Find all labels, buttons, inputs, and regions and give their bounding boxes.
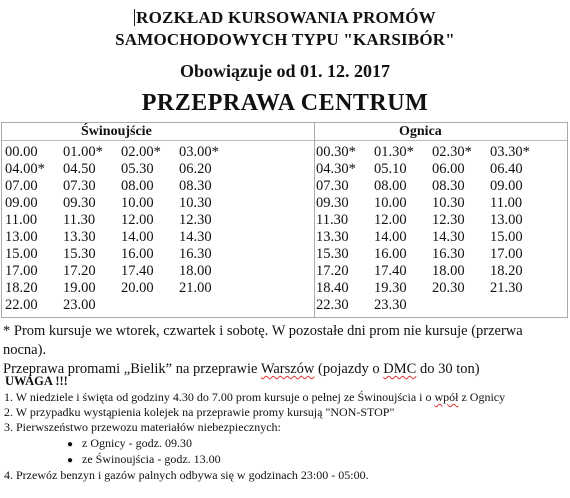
departure-row [316, 144, 548, 161]
departure-time: 07.00 [5, 178, 38, 194]
departure-time: 16.30 [432, 246, 465, 262]
ferry-note-text: Przeprawa promami „Bielik” na przeprawie [3, 361, 261, 377]
departure-time: 22.30 [316, 297, 349, 313]
warning-item-word: wpół [434, 390, 459, 404]
departure-time: 10.30 [179, 195, 212, 211]
departure-time: 04.00* [5, 161, 45, 177]
warning-item-text: z Ognicy [458, 390, 506, 404]
departure-time: 06.00 [432, 161, 465, 177]
departure-time: 16.30 [179, 246, 212, 262]
departure-time: 09.00 [5, 195, 38, 211]
departure-time: 02.00* [121, 144, 161, 160]
departure-time: 14.30 [179, 229, 212, 245]
departure-row [5, 212, 237, 229]
warning-item-2: 2. W przypadku wystąpienia kolejek na przeprawie promy kursują "NON-STOP" [4, 405, 395, 420]
departure-row [5, 280, 237, 297]
departure-time: 14.00 [374, 229, 407, 245]
departure-time: 04.30* [316, 161, 356, 177]
departure-row [5, 246, 237, 263]
departure-time: 17.00 [490, 246, 523, 262]
departure-time: 17.40 [374, 263, 407, 279]
departure-time: 06.20 [179, 161, 212, 177]
departure-row [316, 297, 548, 314]
departure-time: 11.30 [316, 212, 349, 228]
departure-time: 01.00* [63, 144, 103, 160]
departure-time: 17.20 [63, 263, 96, 279]
ferry-note-text: do 30 ton) [416, 361, 480, 377]
departure-row [5, 144, 237, 161]
warning-list [4, 390, 564, 483]
warning-title: UWAGA !!! [5, 374, 68, 388]
departure-time: 18.00 [179, 263, 212, 279]
departure-time: 11.00 [490, 195, 523, 211]
crossing-name: PRZEPRAWA CENTRUM [141, 90, 429, 116]
departure-time: 08.30 [179, 178, 212, 194]
warning-item-4: 4. Przewóz benzyn i gazów palnych odbywa się w godzinach 23:00 - 05:00. [4, 468, 369, 483]
warning-subitem-text: z Ognicy - godz. 09.30 [82, 435, 192, 450]
departures-swinoujscie [5, 144, 237, 314]
departure-row [316, 212, 548, 229]
departure-time: 18.00 [432, 263, 465, 279]
departure-row [5, 263, 237, 280]
departure-time: 17.20 [316, 263, 349, 279]
departure-row [316, 178, 548, 195]
departure-time: 19.30 [374, 280, 407, 296]
departure-time: 11.30 [63, 212, 96, 228]
header-divider [2, 140, 567, 141]
departure-time: 10.00 [374, 195, 407, 211]
departure-time: 20.30 [432, 280, 465, 296]
departure-time: 18.20 [5, 280, 38, 296]
heading-ognica: Ognica [399, 124, 442, 139]
ferry-note [3, 360, 568, 379]
departure-time: 05.30 [121, 161, 154, 177]
schedule-subtitle: SAMOCHODOWYCH TYPU "KARSIBÓR" [115, 30, 455, 49]
departure-time: 08.00 [121, 178, 154, 194]
departure-time: 08.00 [374, 178, 407, 194]
departure-time: 12.30 [179, 212, 212, 228]
departure-time: 05.10 [374, 161, 407, 177]
departure-time: 13.30 [316, 229, 349, 245]
ferry-note-dmc: DMC [383, 361, 417, 377]
departure-time: 07.30 [63, 178, 96, 194]
timetable [1, 122, 568, 318]
departure-time: 22.00 [5, 297, 38, 313]
departure-time: 09.30 [63, 195, 96, 211]
departure-time: 12.00 [121, 212, 154, 228]
warning-subitem-2 [4, 452, 564, 468]
departure-row [316, 246, 548, 263]
departure-time: 23.30 [374, 297, 407, 313]
departure-time: 03.30* [490, 144, 530, 160]
departure-row [5, 178, 237, 195]
departure-time: 03.00* [179, 144, 219, 160]
departure-time: 13.00 [5, 229, 38, 245]
ferry-note-place: Warszów [260, 361, 315, 377]
departure-time: 04.50 [63, 161, 96, 177]
departures-ognica [316, 144, 548, 314]
departure-time: 20.00 [121, 280, 154, 296]
departure-time: 14.00 [121, 229, 154, 245]
departure-row [5, 297, 237, 314]
departure-time: 15.00 [5, 246, 38, 262]
schedule-title-text: ROZKŁAD KURSOWANIA PROMÓW [136, 8, 436, 27]
departure-time: 16.00 [121, 246, 154, 262]
departure-row [316, 263, 548, 280]
departure-time: 18.40 [316, 280, 349, 296]
schedule-title [0, 8, 570, 28]
departure-time: 09.30 [316, 195, 349, 211]
warning-subitem-text: ze Świnoujścia - godz. 13.00 [82, 451, 221, 466]
departure-time: 23.00 [63, 297, 96, 313]
departure-time: 02.30* [432, 144, 472, 160]
departure-time: 12.00 [374, 212, 407, 228]
departure-row [316, 229, 548, 246]
warning-subitem-1 [4, 436, 564, 452]
departure-row [5, 195, 237, 212]
text-cursor [134, 9, 135, 26]
departure-time: 01.30* [374, 144, 414, 160]
departure-time: 21.30 [490, 280, 523, 296]
heading-swinoujscie: Świnoujście [81, 124, 152, 139]
departure-time: 19.00 [63, 280, 96, 296]
departure-time: 12.30 [432, 212, 465, 228]
departure-time: 16.00 [374, 246, 407, 262]
departure-row [5, 161, 237, 178]
warning-item-3: 3. Pierwszeństwo przewozu materiałów niebezpiecznych: [4, 420, 281, 435]
departure-time: 13.00 [490, 212, 523, 228]
departure-time: 21.00 [179, 280, 212, 296]
departure-row [316, 195, 548, 212]
column-divider [314, 123, 315, 317]
departure-time: 06.40 [490, 161, 523, 177]
notes [3, 322, 568, 379]
bullet-icon: ● [67, 454, 74, 466]
warning-item-1 [4, 390, 564, 405]
departure-time: 18.20 [490, 263, 523, 279]
departure-row [316, 280, 548, 297]
departure-time: 08.30 [432, 178, 465, 194]
departure-time: 09.00 [490, 178, 523, 194]
ferry-note-text: (pojazdy o [314, 361, 384, 377]
departure-time: 11.00 [5, 212, 38, 228]
departure-time: 15.00 [490, 229, 523, 245]
departure-time: 17.00 [5, 263, 38, 279]
departure-row [5, 229, 237, 246]
departure-time: 00.00 [5, 144, 38, 160]
departure-time: 13.30 [63, 229, 96, 245]
departure-time: 00.30* [316, 144, 356, 160]
departure-time: 17.40 [121, 263, 154, 279]
departure-time: 15.30 [63, 246, 96, 262]
departure-time: 10.00 [121, 195, 154, 211]
departure-time: 14.30 [432, 229, 465, 245]
bullet-icon: ● [67, 438, 74, 450]
valid-from: Obowiązuje od 01. 12. 2017 [179, 61, 390, 81]
departure-row [316, 161, 548, 178]
warning-item-text: 1. W niedziele i święta od godziny 4.30 do 7.00 prom kursuje o pełnej ze Świnoujścia i o [4, 390, 435, 404]
departure-time: 10.30 [432, 195, 465, 211]
night-service-note: * Prom kursuje we wtorek, czwartek i sobotę. W pozostałe dni prom nie kursuje (przerwa nocna). [3, 323, 523, 358]
departure-time: 15.30 [316, 246, 349, 262]
departure-time: 07.30 [316, 178, 349, 194]
